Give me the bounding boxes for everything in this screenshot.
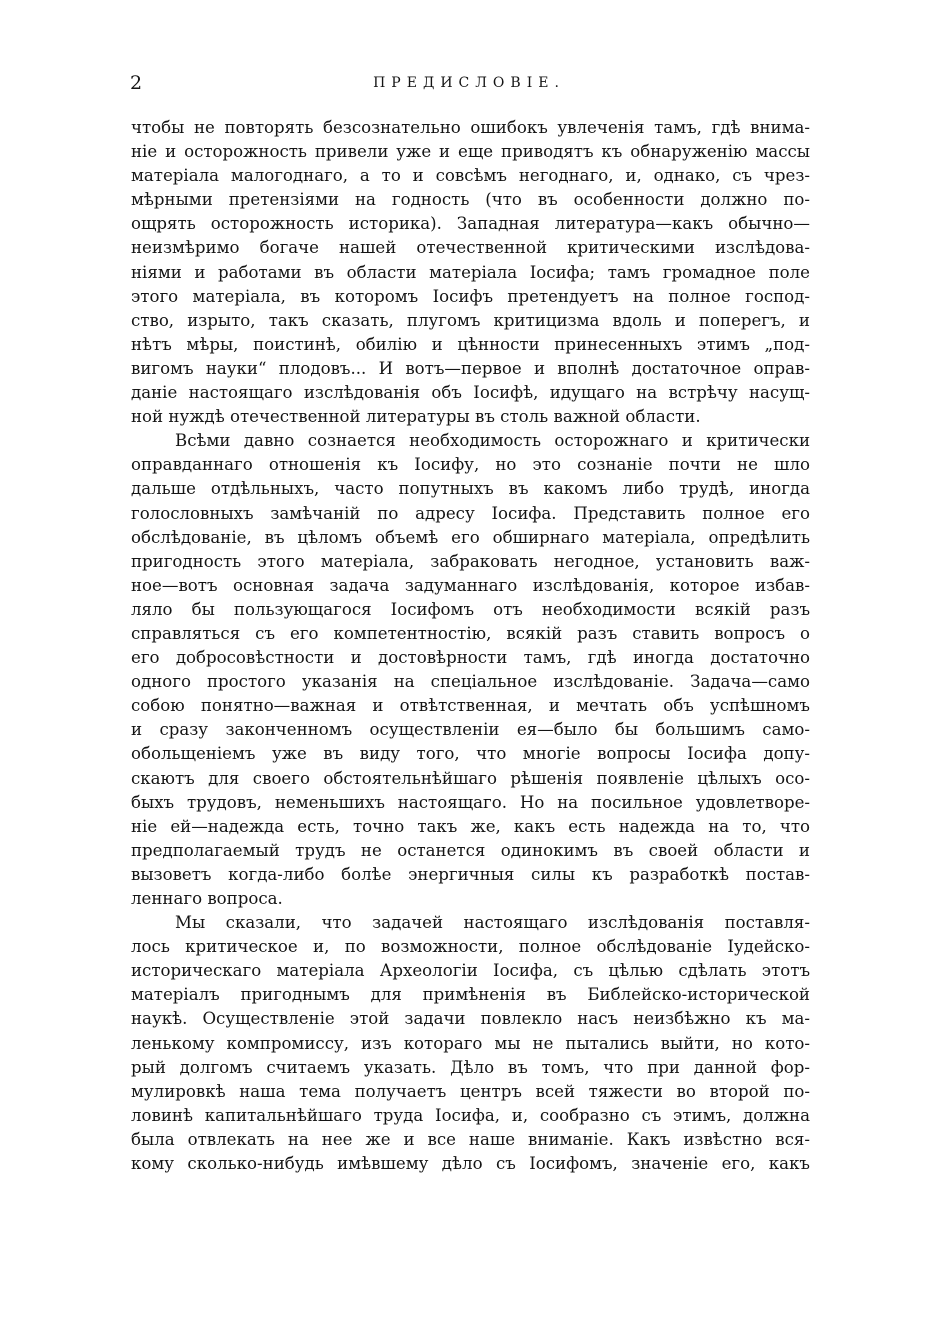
text-line: чтобы не повторять безсознательно ошибокъ увлеченія тамъ, гдѣ внима- bbox=[131, 118, 810, 137]
text-line: скаютъ для своего обстоятельнѣйшаго рѣшенія появленіе цѣлыхъ осо- bbox=[131, 768, 810, 788]
text-line: Всѣми давно сознается необходимость осторожнаго и критически bbox=[175, 431, 810, 451]
paragraph-2 bbox=[131, 429, 810, 911]
text-line: оправданнаго отношенія къ Іосифу, но это сознаніе почти не шло bbox=[131, 455, 810, 475]
text-line: неизмѣримо богаче нашей отечественной критическими изслѣдова- bbox=[131, 238, 810, 258]
text-line: была отвлекать на нее же и все наше вниманіе. Какъ извѣстно вся- bbox=[131, 1129, 810, 1149]
text-line: ніе и осторожность привели уже и еще приводятъ къ обнаруженію массы bbox=[131, 142, 810, 162]
text-line: ощрять осторожность историка). Западная литература—какъ обычно— bbox=[131, 214, 810, 234]
text-line: обольщеніемъ уже въ виду того, что многіе вопросы Іосифа допу- bbox=[131, 744, 810, 764]
text-line: ленькому компромиссу, изъ котораго мы не пытались выйти, но кото- bbox=[131, 1033, 810, 1053]
text-line: ловинѣ капитальнѣйшаго труда Іосифа, и, сообразно съ этимъ, должна bbox=[131, 1105, 810, 1125]
text-line: обслѣдованіе, въ цѣломъ объемѣ его обширнаго матеріала, опредѣлить bbox=[131, 527, 810, 547]
text-line: пригодность этого матеріала, забраковать негодное, установить важ- bbox=[131, 551, 810, 571]
text-line: ляло бы пользующагося Іосифомъ отъ необходимости всякій разъ bbox=[131, 599, 810, 619]
page-header bbox=[128, 70, 810, 96]
text-line: наукѣ. Осуществленіе этой задачи повлекло насъ неизбѣжно къ ма- bbox=[131, 1009, 810, 1029]
text-line: Мы сказали, что задачей настоящаго изслѣдованія поставля- bbox=[175, 913, 810, 933]
paragraph-1 bbox=[131, 116, 810, 429]
paragraph-3 bbox=[131, 911, 810, 1176]
text-line: рый долгомъ считаемъ указать. Дѣло въ томъ, что при данной фор- bbox=[131, 1057, 810, 1077]
text-line: матеріалъ пригоднымъ для примѣненія въ Библейско-исторической bbox=[131, 985, 810, 1005]
text-line: кому сколько-нибудь имѣвшему дѣло съ Іосифомъ, значеніе его, какъ bbox=[131, 1154, 810, 1174]
text-line: одного простого указанія на спеціальное изслѣдованіе. Задача—само bbox=[131, 672, 810, 692]
text-line: ство, изрыто, такъ сказать, плугомъ критицизма вдоль и поперегъ, и bbox=[131, 310, 810, 330]
text-line: справляться съ его компетентностію, всякій разъ ставить вопросъ о bbox=[131, 623, 810, 643]
text-line: матеріала малогоднаго, а то и совсѣмъ негоднаго, и, однако, съ чрез- bbox=[131, 166, 810, 186]
text-line: его добросовѣстности и достовѣрности тамъ, гдѣ иногда достаточно bbox=[131, 648, 810, 668]
text-line: быхъ трудовъ, неменьшихъ настоящаго. Но на посильное удовлетворе- bbox=[131, 792, 810, 812]
text-line: нѣтъ мѣры, поистинѣ, обилію и цѣнности принесенныхъ этимъ „под- bbox=[131, 334, 810, 354]
text-line: леннаго вопроса. bbox=[131, 889, 283, 908]
text-line: ніями и работами въ области матеріала Іосифа; тамъ громадное поле bbox=[131, 262, 810, 282]
text-line: лось критическое и, по возможности, полное обслѣдованіе Іудейско- bbox=[131, 937, 810, 957]
running-title: ПРЕДИСЛОВІЕ. bbox=[373, 75, 565, 91]
body-text bbox=[131, 116, 810, 1176]
text-line: вигомъ науки“ плодовъ... И вотъ—первое и вполнѣ достаточное оправ- bbox=[131, 358, 810, 378]
text-line: вызоветъ когда-либо болѣе энергичныя силы къ разработкѣ постав- bbox=[131, 864, 810, 884]
text-line: предполагаемый трудъ не останется одинокимъ въ своей области и bbox=[131, 840, 810, 860]
text-line: собою понятно—важная и отвѣтственная, и мечтать объ успѣшномъ bbox=[131, 696, 810, 716]
text-line: историческаго матеріала Археологіи Іосифа, съ цѣлью сдѣлать этотъ bbox=[131, 961, 810, 981]
text-line: ніе ей—надежда есть, точно такъ же, какъ есть надежда на то, что bbox=[131, 816, 810, 836]
text-line: и сразу законченномъ осуществленіи ея—было бы большимъ само- bbox=[131, 720, 810, 740]
text-line: мулировкѣ наша тема получаетъ центръ всей тяжести во второй по- bbox=[131, 1081, 810, 1101]
page-number: 2 bbox=[130, 72, 143, 94]
text-line: этого матеріала, въ которомъ Іосифъ претендуетъ на полное господ- bbox=[131, 286, 810, 306]
text-line: голословныхъ замѣчаній по адресу Іосифа. Представить полное его bbox=[131, 503, 810, 523]
text-line: мѣрными претензіями на годность (что въ особенности должно по- bbox=[131, 190, 810, 210]
text-line: даніе настоящаго изслѣдованія объ Іосифѣ, идущаго на встрѣчу насущ- bbox=[131, 383, 810, 403]
text-line: ное—вотъ основная задача задуманнаго изслѣдованія, которое избав- bbox=[131, 575, 810, 595]
text-line: ной нуждѣ отечественной литературы въ столь важной области. bbox=[131, 407, 701, 427]
text-line: дальше отдѣльныхъ, часто попутныхъ въ какомъ либо трудѣ, иногда bbox=[131, 479, 810, 499]
